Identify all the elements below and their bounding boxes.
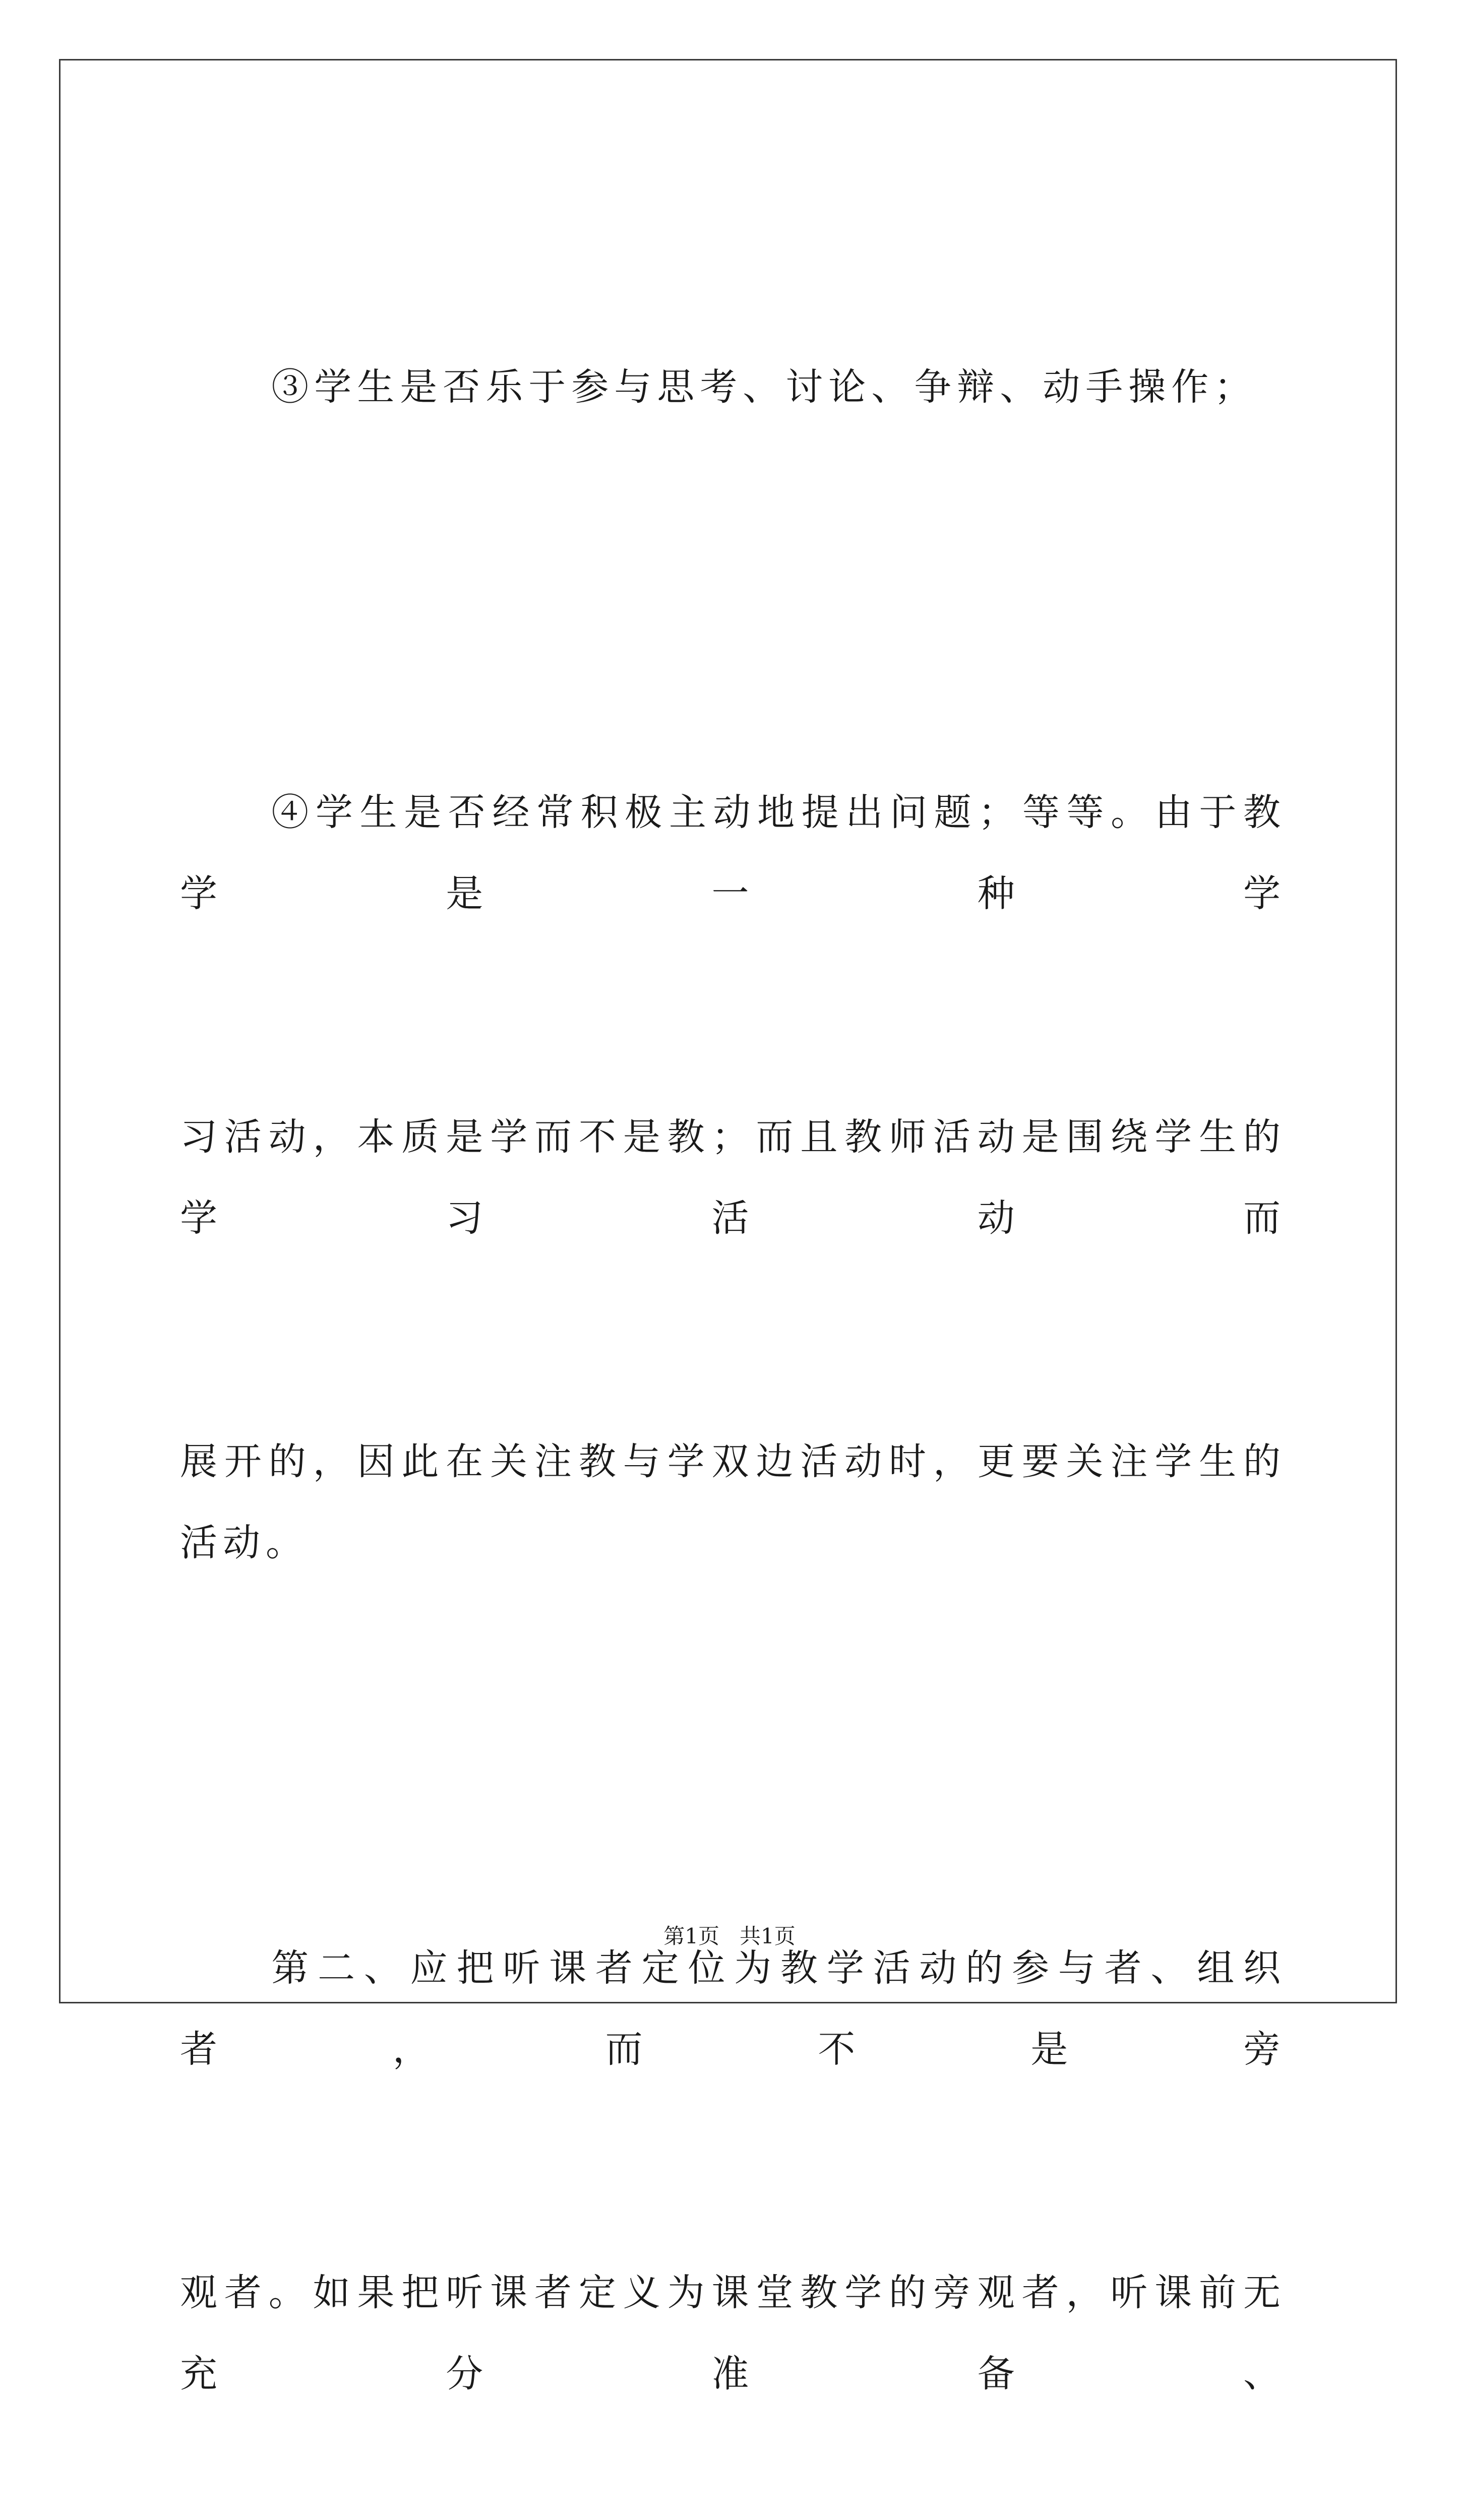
paragraph-2	[180, 610, 1286, 1746]
page-footer	[0, 1921, 1459, 1951]
page-number-current: 第1页	[663, 1924, 719, 1948]
text-line: 展开的，因此在关注教与学双边活动时，更要关注学生的活动。	[180, 1440, 1286, 1564]
paragraph-3	[180, 1766, 1286, 2520]
text-line: 习活动，本质是学而不是教；而且教师活动是围绕学生的学习活动而	[180, 1115, 1286, 1240]
text-line: 观者。如果把听课者定义为课堂教学的旁观者，听课前无充分准备、	[180, 2271, 1286, 2396]
text-line: ③学生是否乐于参与思考、讨论、争辩、动手操作；	[271, 365, 1257, 409]
paragraph-1	[180, 184, 1286, 590]
document-body	[180, 184, 1286, 2520]
text-line: 第二、应把听课者定位为教学活动的参与者、组织者，而不是旁	[180, 1946, 1286, 2071]
page-number-total: 共1页	[740, 1924, 796, 1948]
text-line: ④学生是否经常积极主动地提出问题；等等。由于教学是一种学	[180, 791, 1286, 915]
